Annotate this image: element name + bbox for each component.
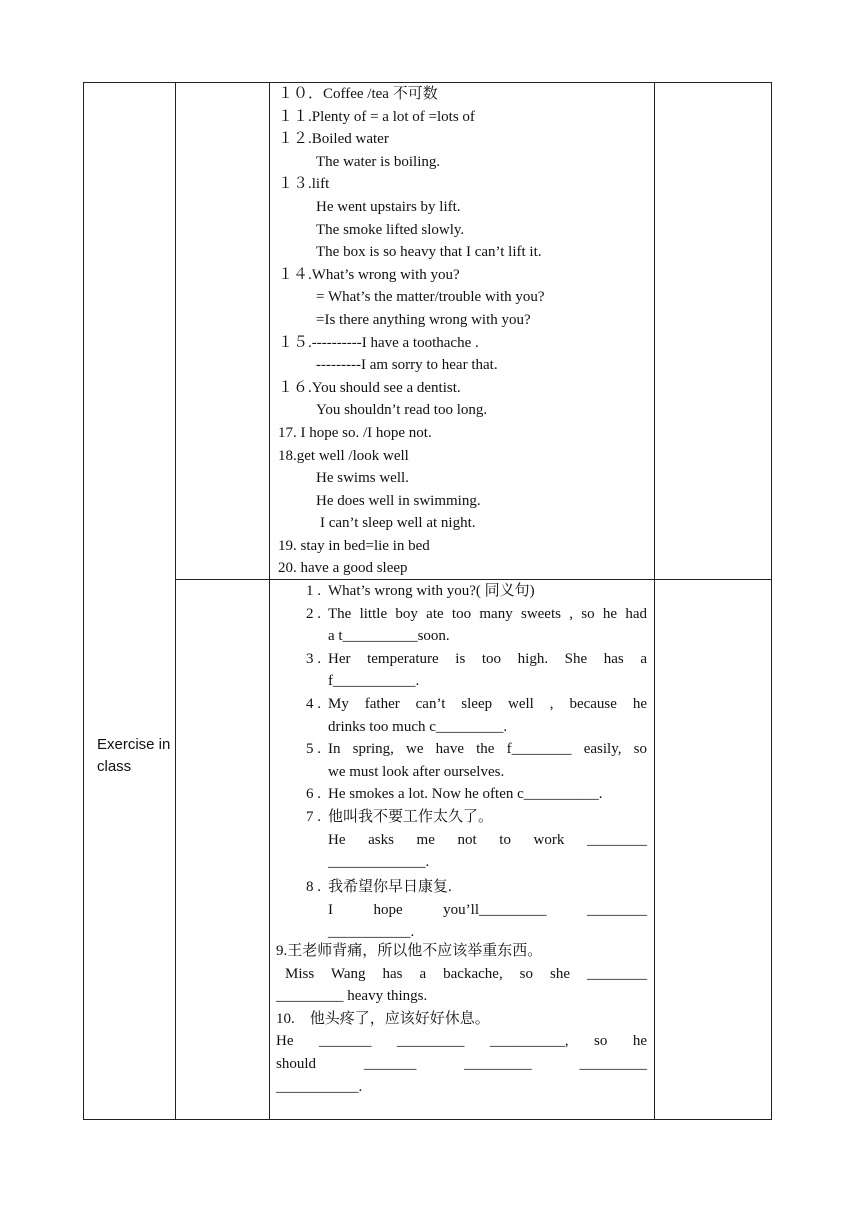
item-number: 7 . (306, 808, 321, 825)
phrase-line: He does well in swimming. (316, 492, 481, 509)
column-divider (269, 83, 270, 1119)
item-text: should _______ _________ _________ (276, 1055, 647, 1072)
exercise-item (306, 806, 647, 876)
item-text: 我希望你早日康复. (328, 879, 452, 896)
item-text: 他叫我不要工作太久了。 (328, 808, 494, 825)
item-number: 2 . (306, 605, 321, 622)
column-divider (654, 83, 655, 1119)
item-text: Miss Wang has a backache, so she ________ (285, 965, 647, 982)
phrase-line: １３.lift (278, 176, 330, 193)
exercise-item (306, 603, 647, 648)
phrase-line: The box is so heavy that I can’t lift it. (316, 244, 542, 261)
phrase-line: １２.Boiled water (278, 131, 389, 148)
item-text: 10. 他头疼了，应该好好休息。 (276, 1010, 490, 1027)
phrase-line: ---------I am sorry to hear that. (316, 357, 498, 374)
exercise-item (306, 783, 647, 806)
phrase-line: 18.get well /look well (278, 447, 409, 464)
column-divider (175, 83, 176, 1119)
item-number: 6 . (306, 786, 321, 803)
phrase-line: = What’s the matter/trouble with you? (316, 289, 545, 306)
exercise-item (306, 648, 647, 693)
item-text: ___________. (328, 924, 415, 941)
item-text: drinks too much c_________. (328, 718, 508, 735)
item-text: f___________. (328, 673, 420, 690)
item-number: 5 . (306, 741, 321, 758)
exercise-item (306, 693, 647, 738)
item-text: He _______ _________ __________, so he (276, 1033, 647, 1050)
exercise-item (306, 580, 647, 603)
phrase-line: He went upstairs by lift. (316, 198, 461, 215)
phrase-line: I can’t sleep well at night. (320, 515, 476, 532)
exercise-item (306, 876, 647, 944)
phrase-line: １１.Plenty of = a lot of =lots of (278, 108, 475, 125)
phrase-line: He swims well. (316, 470, 409, 487)
item-text: _____________. (328, 854, 430, 871)
item-text: I hope you’ll_________ ________ (328, 901, 647, 918)
item-text: a t__________soon. (328, 628, 450, 645)
item-text: ___________. (276, 1078, 363, 1095)
phrase-line: １５.----------I have a toothache . (278, 334, 479, 351)
item-text: we must look after ourselves. (328, 763, 505, 780)
phrase-line: １４.What’s wrong with you? (278, 266, 460, 283)
exercise-list-extra (276, 940, 647, 1098)
phrase-line: The water is boiling. (316, 153, 441, 170)
item-text: Her temperature is too high. She has a (328, 650, 647, 667)
phrase-line: 20. have a good sleep (278, 560, 408, 577)
item-text: My father can’t sleep well , because he (328, 695, 647, 712)
phrase-line: １０．Coffee /tea 不可数 (278, 86, 438, 102)
phrase-list (278, 83, 650, 580)
item-text: 9.王老师背痛，所以他不应该举重东西。 (276, 943, 543, 959)
item-text: He smokes a lot. Now he often c__________. (328, 786, 603, 803)
item-text: _________ heavy things. (276, 988, 428, 1005)
phrase-line: 17. I hope so. /I hope not. (278, 424, 432, 441)
phrase-line: 19. stay in bed=lie in bed (278, 537, 430, 554)
item-text: In spring, we have the f________ easily, so (328, 741, 647, 758)
phrase-line: The smoke lifted slowly. (316, 221, 465, 238)
item-number: 4 . (306, 695, 321, 712)
item-text: What’s wrong with you?( 同义句) (328, 583, 535, 599)
phrase-line: You shouldn’t read too long. (316, 402, 488, 419)
item-number: 3 . (306, 650, 321, 667)
item-text: The little boy ate too many sweets , so he had (328, 605, 647, 622)
phrase-line: =Is there anything wrong with you? (316, 311, 531, 328)
exercise-list (306, 580, 647, 944)
exercise-item (306, 738, 647, 783)
section-label: Exercise in class (97, 736, 171, 775)
item-number: 1 . (306, 583, 321, 599)
phrase-line: １６.You should see a dentist. (278, 379, 461, 396)
item-text: He asks me not to work ________ (328, 831, 647, 848)
item-number: 8 . (306, 879, 321, 896)
